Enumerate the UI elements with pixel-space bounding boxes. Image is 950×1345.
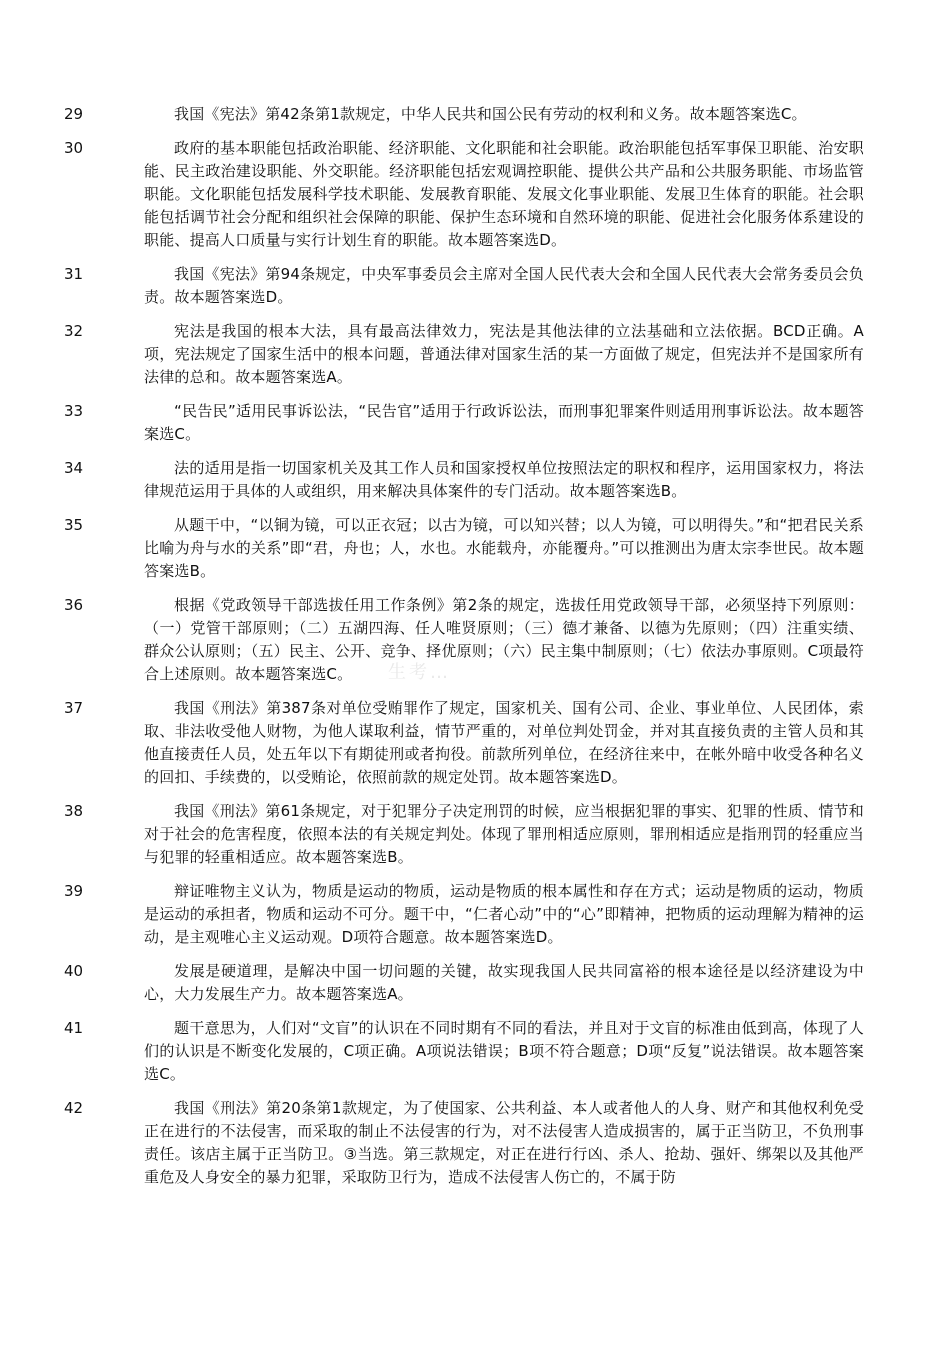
explanation-text: 法的适用是指一切国家机关及其工作人员和国家授权单位按照法定的职权和程序，运用国家权力，将法律规范运用于具体的人或组织，用来解决具体案件的专门活动。故本题答案选B。 (144, 459, 864, 500)
explanation-text: 宪法是我国的根本大法，具有最高法律效力，宪法是其他法律的立法基础和立法依据。BCD正确。A项，宪法规定了国家生活中的根本问题，普通法律对国家生活的某一方面做了规定，但宪法并不是国家所有法律的总和。故本题答案选A。 (144, 322, 864, 386)
answer-entry-33 (64, 400, 864, 446)
explanation-text: 我国《刑法》第387条对单位受贿罪作了规定，国家机关、国有公司、企业、事业单位、人民团体，索取、非法收受他人财物，为他人谋取利益，情节严重的，对单位判处罚金，并对其直接负责的主管人员和其他直接责任人员，处五年以下有期徒刑或者拘役。前款所列单位，在经济往来中，在帐外暗中收受各种名义的回扣、手续费的，以受贿论，依照前款的规定处罚。故本题答案选D。 (144, 699, 864, 786)
answer-entry-34 (64, 457, 864, 503)
answer-list (64, 103, 864, 1200)
answer-entry-39 (64, 880, 864, 949)
answer-entry-32 (64, 320, 864, 389)
answer-entry-42 (64, 1097, 864, 1189)
question-number: 36 (64, 596, 84, 614)
question-number: 33 (64, 402, 84, 420)
explanation-text: 政府的基本职能包括政治职能、经济职能、文化职能和社会职能。政治职能包括军事保卫职能、治安职能、民主政治建设职能、外交职能。经济职能包括宏观调控职能、提供公共产品和公共服务职能、市场监管职能。文化职能包括发展科学技术职能、发展教育职能、发展文化事业职能、发展卫生体育的职能。社会职能包括调节社会分配和组织社会保障的职能、保护生态环境和自然环境的职能、促进社会化服务体系建设的职能、提高人口质量与实行计划生育的职能。故本题答案选D。 (144, 139, 864, 249)
question-number: 42 (64, 1099, 84, 1117)
explanation-text: 我国《宪法》第42条第1款规定，中华人民共和国公民有劳动的权利和义务。故本题答案选C。 (174, 105, 807, 123)
watermark: 生考… (388, 662, 451, 683)
explanation-text: 我国《刑法》第20条第1款规定，为了使国家、公共利益、本人或者他人的人身、财产和其他权利免受正在进行的不法侵害，而采取的制止不法侵害的行为，对不法侵害人造成损害的，属于正当防卫，不负刑事责任。该店主属于正当防卫。③当选。第三款规定，对正在进行行凶、杀人、抢劫、强奸、绑架以及其他严重危及人身安全的暴力犯罪，采取防卫行为，造成不法侵害人伤亡的，不属于防 (144, 1099, 864, 1186)
answer-entry-36 (64, 594, 864, 686)
question-number: 31 (64, 265, 84, 283)
question-number: 30 (64, 139, 84, 157)
explanation-text: 发展是硬道理，是解决中国一切问题的关键，故实现我国人民共同富裕的根本途径是以经济建设为中心，大力发展生产力。故本题答案选A。 (144, 962, 864, 1003)
explanation-text: “民告民”适用民事诉讼法，“民告官”适用于行政诉讼法，而刑事犯罪案件则适用刑事诉讼法。故本题答案选C。 (144, 402, 864, 443)
question-number: 35 (64, 516, 84, 534)
answer-entry-40 (64, 960, 864, 1006)
explanation-text: 辩证唯物主义认为，物质是运动的物质，运动是物质的根本属性和存在方式；运动是物质的运动，物质是运动的承担者，物质和运动不可分。题干中，“仁者心动”中的“心”即精神，把物质的运动理解为精神的运动，是主观唯心主义运动观。D项符合题意。故本题答案选D。 (144, 882, 864, 946)
question-number: 41 (64, 1019, 84, 1037)
question-number: 38 (64, 802, 84, 820)
answer-entry-35 (64, 514, 864, 583)
explanation-text: 从题干中，“以铜为镜，可以正衣冠；以古为镜，可以知兴替；以人为镜，可以明得失。”和“把君民关系比喻为舟与水的关系”即“君，舟也；人，水也。水能载舟，亦能覆舟。”可以推测出为唐太宗李世民。故本题答案选B。 (144, 516, 864, 580)
answer-entry-41 (64, 1017, 864, 1086)
explanation-text: 题干意思为，人们对“文盲”的认识在不同时期有不同的看法，并且对于文盲的标准由低到高，体现了人们的认识是不断变化发展的，C项正确。A项说法错误；B项不符合题意；D项“反复”说法错误。故本题答案选C。 (144, 1019, 864, 1083)
question-number: 37 (64, 699, 84, 717)
explanation-text: 我国《宪法》第94条规定，中央军事委员会主席对全国人民代表大会和全国人民代表大会常务委员会负责。故本题答案选D。 (144, 265, 864, 306)
answer-entry-29 (64, 103, 864, 126)
explanation-text: 根据《党政领导干部选拔任用工作条例》第2条的规定，选拔任用党政领导干部，必须坚持下列原则：（一）党管干部原则；（二）五湖四海、任人唯贤原则；（三）德才兼备、以德为先原则；（四）注重实绩、群众公认原则；（五）民主、公开、竞争、择优原则；（六）民主集中制原则；（七）依法办事原则。C项最符合上述原则。故本题答案选C。 (144, 596, 864, 683)
question-number: 39 (64, 882, 84, 900)
answer-entry-31 (64, 263, 864, 309)
answer-entry-38 (64, 800, 864, 869)
question-number: 32 (64, 322, 84, 340)
question-number: 40 (64, 962, 84, 980)
explanation-text: 我国《刑法》第61条规定，对于犯罪分子决定刑罚的时候，应当根据犯罪的事实、犯罪的性质、情节和对于社会的危害程度，依照本法的有关规定判处。体现了罪刑相适应原则，罪刑相适应是指刑罚的轻重应当与犯罪的轻重相适应。故本题答案选B。 (144, 802, 864, 866)
answer-entry-30 (64, 137, 864, 252)
answer-entry-37 (64, 697, 864, 789)
question-number: 29 (64, 105, 84, 123)
question-number: 34 (64, 459, 84, 477)
